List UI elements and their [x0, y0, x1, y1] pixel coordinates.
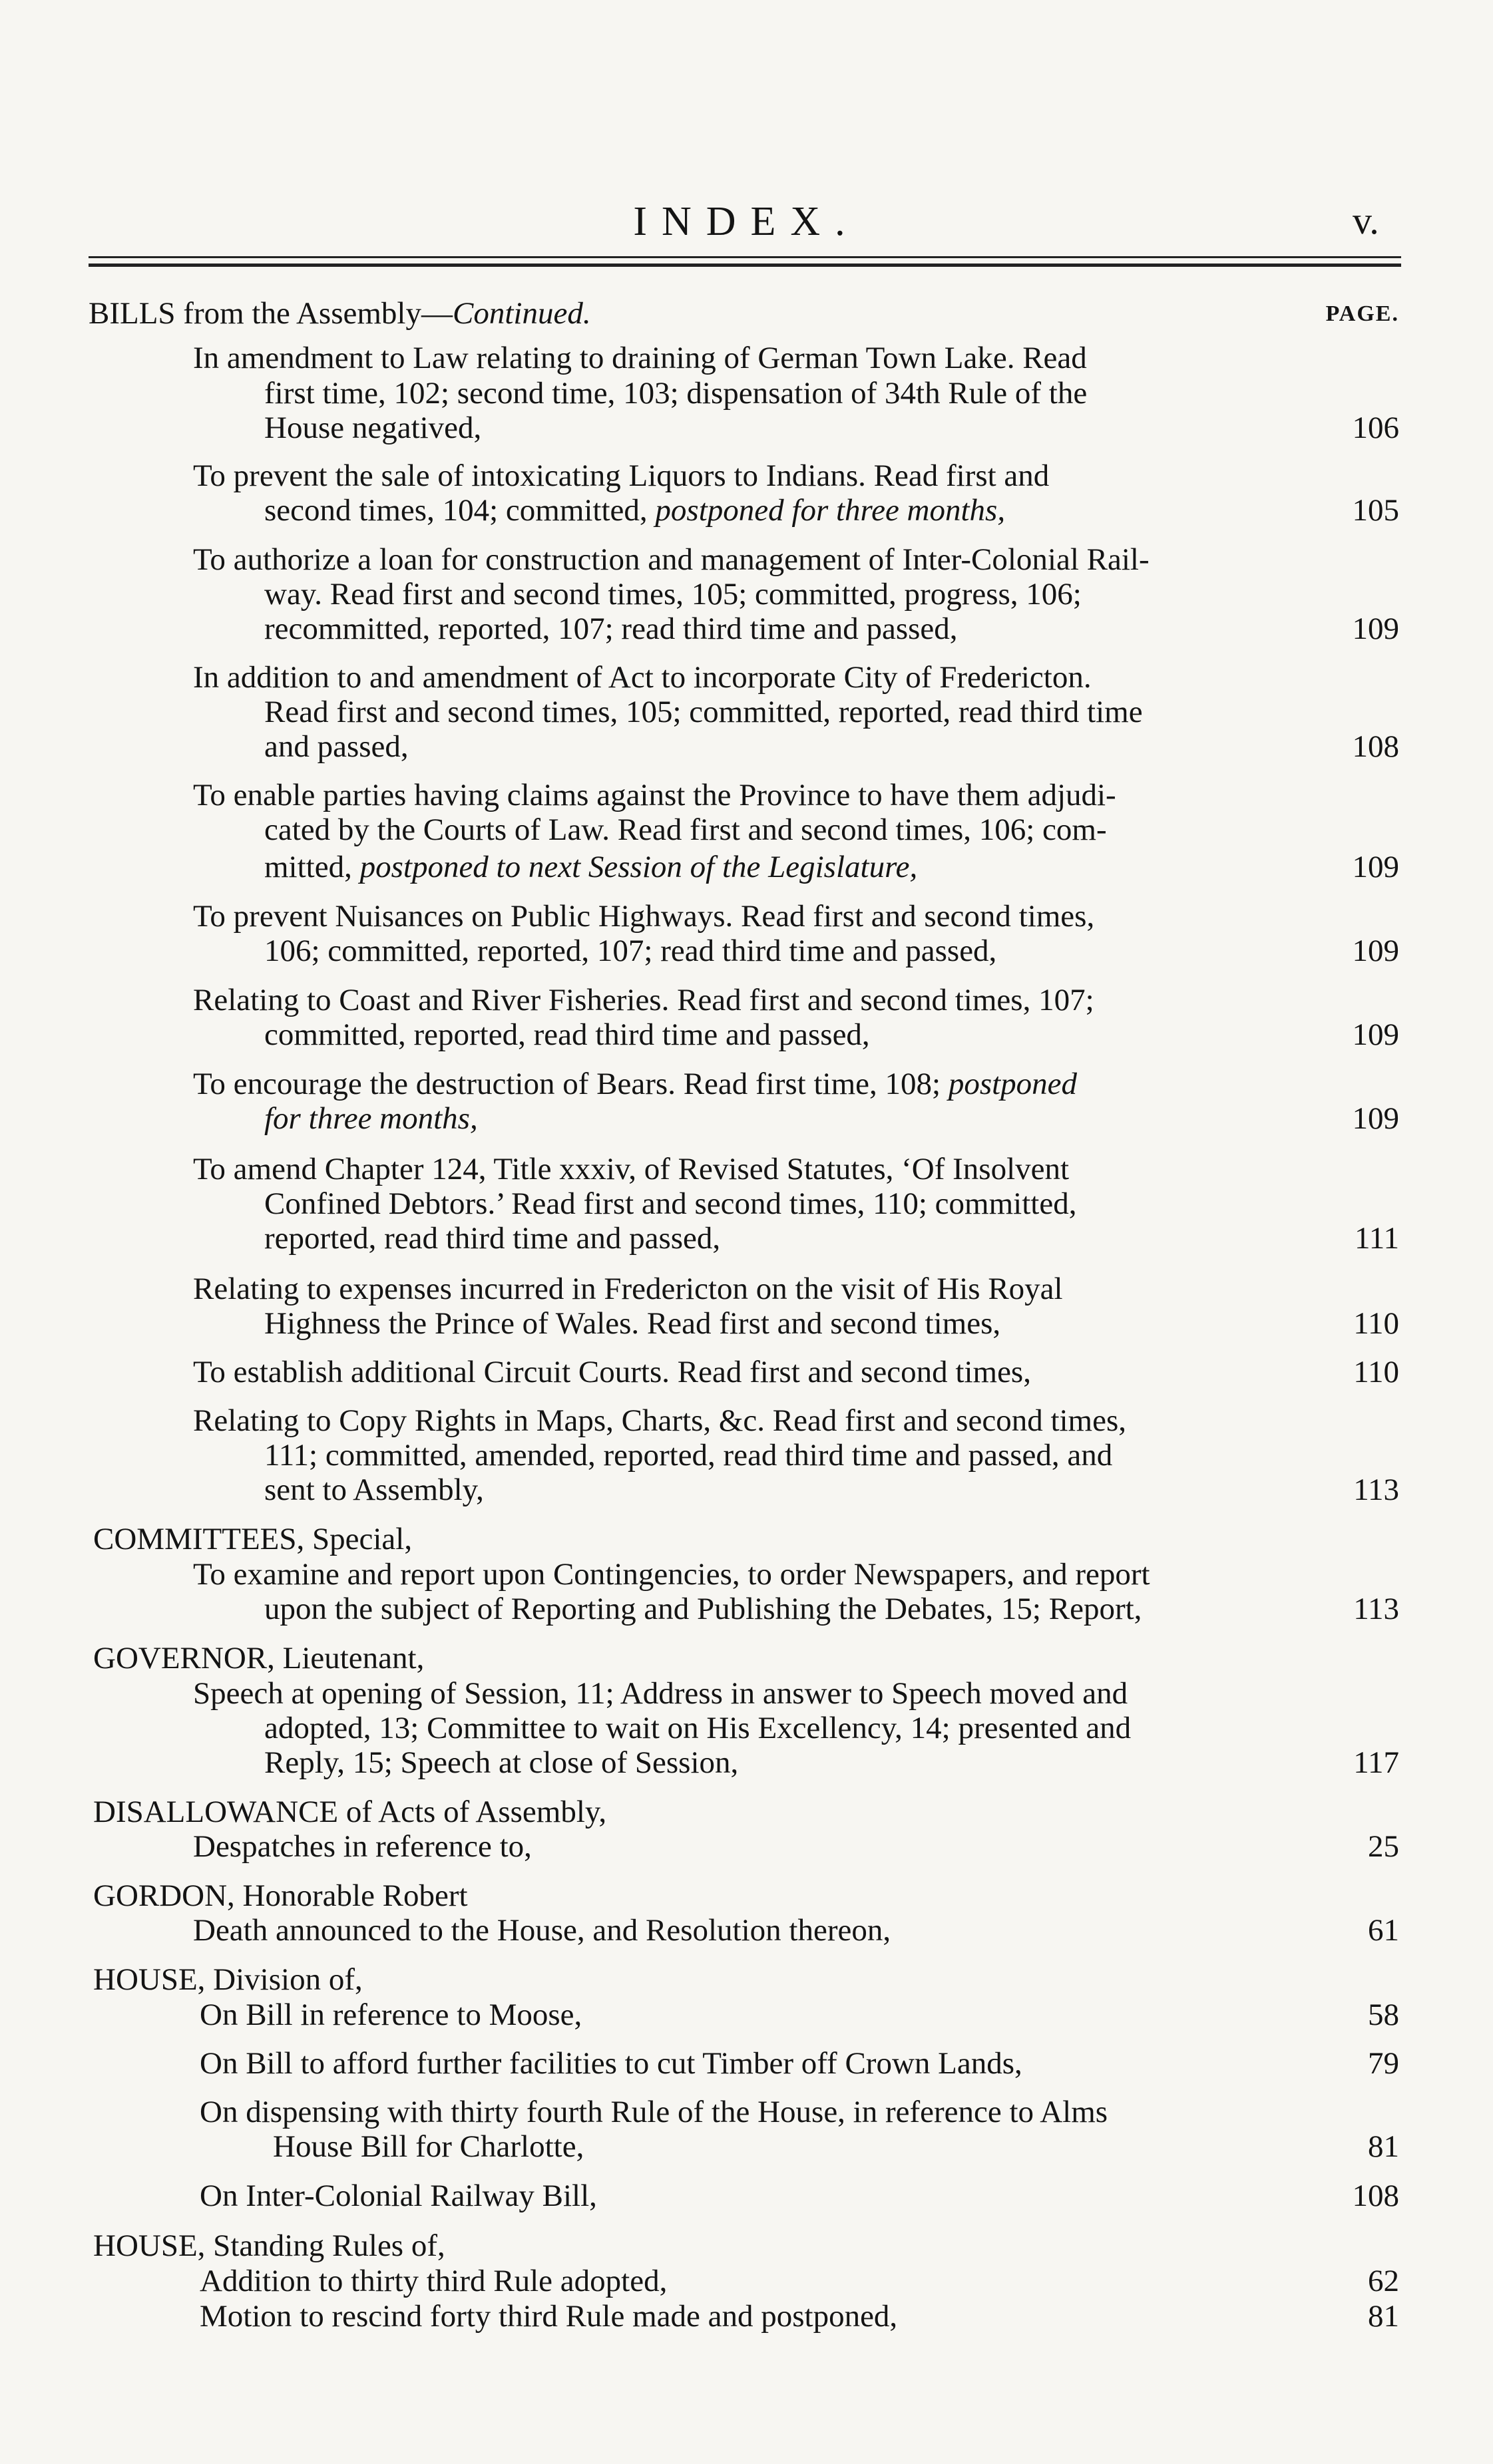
- index-line-italic: postponed for three months,: [655, 493, 1006, 528]
- index-line: [264, 413, 481, 444]
- index-line: [264, 731, 409, 763]
- index-line: [264, 1713, 1131, 1744]
- index-line-text: first time, 102; second time, 103; dispensation of 34th Rule of the: [264, 376, 1088, 411]
- page-reference: 109: [1352, 850, 1399, 884]
- header-rule: [89, 256, 1401, 258]
- index-line: [193, 544, 1150, 576]
- index-line-text: To prevent the sale of intoxicating Liquors to Indians. Read first and: [193, 458, 1050, 493]
- page-reference: 117: [1353, 1745, 1399, 1780]
- index-line: [193, 1831, 532, 1862]
- index-line: [264, 814, 1107, 846]
- index-line-text: To encourage the destruction of Bears. Read first time, 108;: [193, 1067, 949, 1101]
- index-line-text: House negatived,: [264, 411, 482, 445]
- index-line-text: On Bill to afford further facilities to cut Timber off Crown Lands,: [200, 2046, 1022, 2081]
- index-line: [93, 1964, 363, 1996]
- index-line: [193, 1915, 891, 1946]
- index-line: [264, 1308, 1000, 1339]
- page-reference: 109: [1352, 612, 1399, 646]
- index-line-text: recommitted, reported, 107; read third time and passed,: [264, 612, 958, 646]
- page-reference: 109: [1352, 1017, 1399, 1052]
- index-line-text: sent to Assembly,: [264, 1473, 484, 1507]
- index-line: [264, 1440, 1112, 1471]
- index-line: [193, 1154, 1069, 1185]
- index-line: [200, 2000, 582, 2031]
- index-line: [264, 936, 996, 967]
- index-line-text: upon the subject of Reporting and Publishing the Debates, 15; Report,: [264, 1592, 1142, 1626]
- index-line: [93, 1797, 606, 1828]
- index-line-text: way. Read first and second times, 105; committed, progress, 106;: [264, 577, 1082, 612]
- index-line-text: 106; committed, reported, 107; read third time and passed,: [264, 934, 997, 968]
- index-line-text: To enable parties having claims against the Province to have them adjudi-: [193, 778, 1116, 812]
- index-line-text: On dispensing with thirty fourth Rule of the House, in reference to Alms: [200, 2095, 1108, 2129]
- index-line-text: Death announced to the House, and Resolution thereon,: [193, 1913, 891, 1948]
- index-line: [93, 2230, 445, 2262]
- index-line-text: Motion to rescind forty third Rule made and postponed,: [200, 2299, 898, 2334]
- index-line-text: In addition to and amendment of Act to incorporate City of Fredericton.: [193, 660, 1092, 695]
- page-reference: 113: [1353, 1592, 1399, 1626]
- index-line: [264, 852, 917, 883]
- header-rule-double: [89, 264, 1401, 267]
- index-line: [193, 1357, 1031, 1388]
- page-reference: 58: [1368, 1998, 1399, 2032]
- index-line: [264, 1019, 870, 1051]
- index-line: [200, 2266, 667, 2297]
- index-line: [193, 901, 1094, 932]
- page-reference: 108: [1352, 2179, 1399, 2213]
- index-line: [89, 298, 591, 329]
- index-line-text: In amendment to Law relating to draining of German Town Lake. Read: [193, 341, 1087, 375]
- page-reference: 25: [1368, 1829, 1399, 1864]
- index-line: [193, 1405, 1126, 1437]
- index-line: [264, 378, 1087, 409]
- index-line: [264, 1188, 1076, 1220]
- index-line: [193, 1274, 1063, 1305]
- page-reference: 81: [1368, 2299, 1399, 2334]
- index-line: [264, 495, 1005, 526]
- index-line: [193, 343, 1087, 374]
- index-line-text: Read first and second times, 105; committed, reported, read third time: [264, 695, 1143, 729]
- index-line-text: Relating to Coast and River Fisheries. Read first and second times, 107;: [193, 983, 1094, 1017]
- index-line-text: Relating to expenses incurred in Fredericton on the visit of His Royal: [193, 1272, 1063, 1306]
- index-line-text: HOUSE, Division of,: [93, 1962, 363, 1997]
- index-line: [264, 1223, 720, 1254]
- page-reference: 105: [1352, 493, 1399, 528]
- page-reference: 61: [1368, 1913, 1399, 1948]
- index-line-text: GORDON, Honorable Robert: [93, 1878, 468, 1913]
- page-reference: 106: [1352, 411, 1399, 445]
- index-line: [264, 697, 1143, 728]
- index-line-text: DISALLOWANCE of Acts of Assembly,: [93, 1795, 607, 1829]
- index-line: [200, 2181, 597, 2212]
- page-reference: 81: [1368, 2129, 1399, 2164]
- index-line-text: Speech at opening of Session, 11; Address in answer to Speech moved and: [193, 1676, 1128, 1711]
- index-line-text: Relating to Copy Rights in Maps, Charts, &c. Read first and second times,: [193, 1403, 1127, 1438]
- index-line-text: second times, 104; committed,: [264, 493, 656, 528]
- index-line: [93, 1643, 424, 1674]
- index-line: [200, 2097, 1108, 2128]
- page-reference: 111: [1354, 1221, 1399, 1256]
- index-line: [193, 460, 1049, 492]
- page-reference: 109: [1352, 1101, 1399, 1136]
- index-line-text: Reply, 15; Speech at close of Session,: [264, 1745, 739, 1780]
- page-number: v.: [1353, 199, 1379, 242]
- page-reference: 113: [1353, 1473, 1399, 1507]
- index-line-italic: postponed: [948, 1067, 1078, 1101]
- index-line-italic: postponed to next Session of the Legislature,: [359, 850, 918, 884]
- index-line: [193, 985, 1094, 1016]
- index-line-text: mitted,: [264, 850, 360, 884]
- index-line: [193, 780, 1116, 811]
- index-line: [264, 579, 1082, 610]
- page-reference: 108: [1352, 729, 1399, 764]
- index-line-text: Despatches in reference to,: [193, 1829, 532, 1864]
- index-line-text: Addition to thirty third Rule adopted,: [200, 2264, 668, 2298]
- index-line-text: House Bill for Charlotte,: [273, 2129, 584, 2164]
- index-line: [273, 2131, 584, 2163]
- index-line: [93, 1524, 412, 1555]
- index-line-text: To prevent Nuisances on Public Highways. Read first and second times,: [193, 899, 1095, 934]
- page-reference: 79: [1368, 2046, 1399, 2081]
- page-reference: 62: [1368, 2264, 1399, 2298]
- index-line-text: On Inter-Colonial Railway Bill,: [200, 2179, 597, 2213]
- index-line: [193, 662, 1092, 693]
- page-column-label: PAGE.: [1325, 301, 1399, 326]
- index-line: [193, 1678, 1128, 1709]
- index-line-text: Highness the Prince of Wales. Read first and second times,: [264, 1306, 1001, 1341]
- index-line-text: To examine and report upon Contingencies, to order Newspapers, and report: [193, 1557, 1150, 1592]
- index-line: [264, 1475, 484, 1506]
- index-line-text: To authorize a loan for construction and management of Inter-Colonial Rail-: [193, 542, 1150, 577]
- index-line-italic: Continued.: [453, 296, 591, 331]
- index-line-text: 111; committed, amended, reported, read third time and passed, and: [264, 1438, 1113, 1473]
- index-line: [93, 1880, 468, 1912]
- index-line-text: BILLS from the Assembly—: [89, 296, 453, 331]
- index-line: [264, 1747, 738, 1779]
- index-line: [264, 1594, 1142, 1625]
- index-line: [200, 2048, 1022, 2079]
- index-line-text: adopted, 13; Committee to wait on His Excellency, 14; presented and: [264, 1711, 1132, 1745]
- index-line-text: committed, reported, read third time and passed,: [264, 1017, 870, 1052]
- page-reference: 110: [1353, 1355, 1399, 1389]
- page-reference: 110: [1353, 1306, 1399, 1341]
- index-line: [200, 2301, 897, 2332]
- page-title: INDEX.: [633, 199, 860, 244]
- index-line-text: HOUSE, Standing Rules of,: [93, 2228, 445, 2263]
- index-line-text: On Bill in reference to Moose,: [200, 1998, 582, 2032]
- index-line-text: To amend Chapter 124, Title xxxiv, of Revised Statutes, ‘Of Insolvent: [193, 1152, 1070, 1186]
- index-line-text: COMMITTEES, Special,: [93, 1522, 413, 1556]
- page-reference: 109: [1352, 934, 1399, 968]
- index-line-text: cated by the Courts of Law. Read first and second times, 106; com-: [264, 812, 1107, 847]
- index-line: [193, 1069, 1077, 1100]
- index-line-text: and passed,: [264, 729, 409, 764]
- index-line: [264, 1103, 478, 1135]
- index-line-italic: for three months,: [264, 1101, 478, 1136]
- index-line-text: To establish additional Circuit Courts. Read first and second times,: [193, 1355, 1031, 1389]
- index-line-text: GOVERNOR, Lieutenant,: [93, 1641, 425, 1675]
- index-line: [193, 1559, 1150, 1590]
- index-line-text: Confined Debtors.’ Read first and second times, 110; committed,: [264, 1186, 1077, 1221]
- index-line: [264, 614, 958, 645]
- index-line-text: reported, read third time and passed,: [264, 1221, 721, 1256]
